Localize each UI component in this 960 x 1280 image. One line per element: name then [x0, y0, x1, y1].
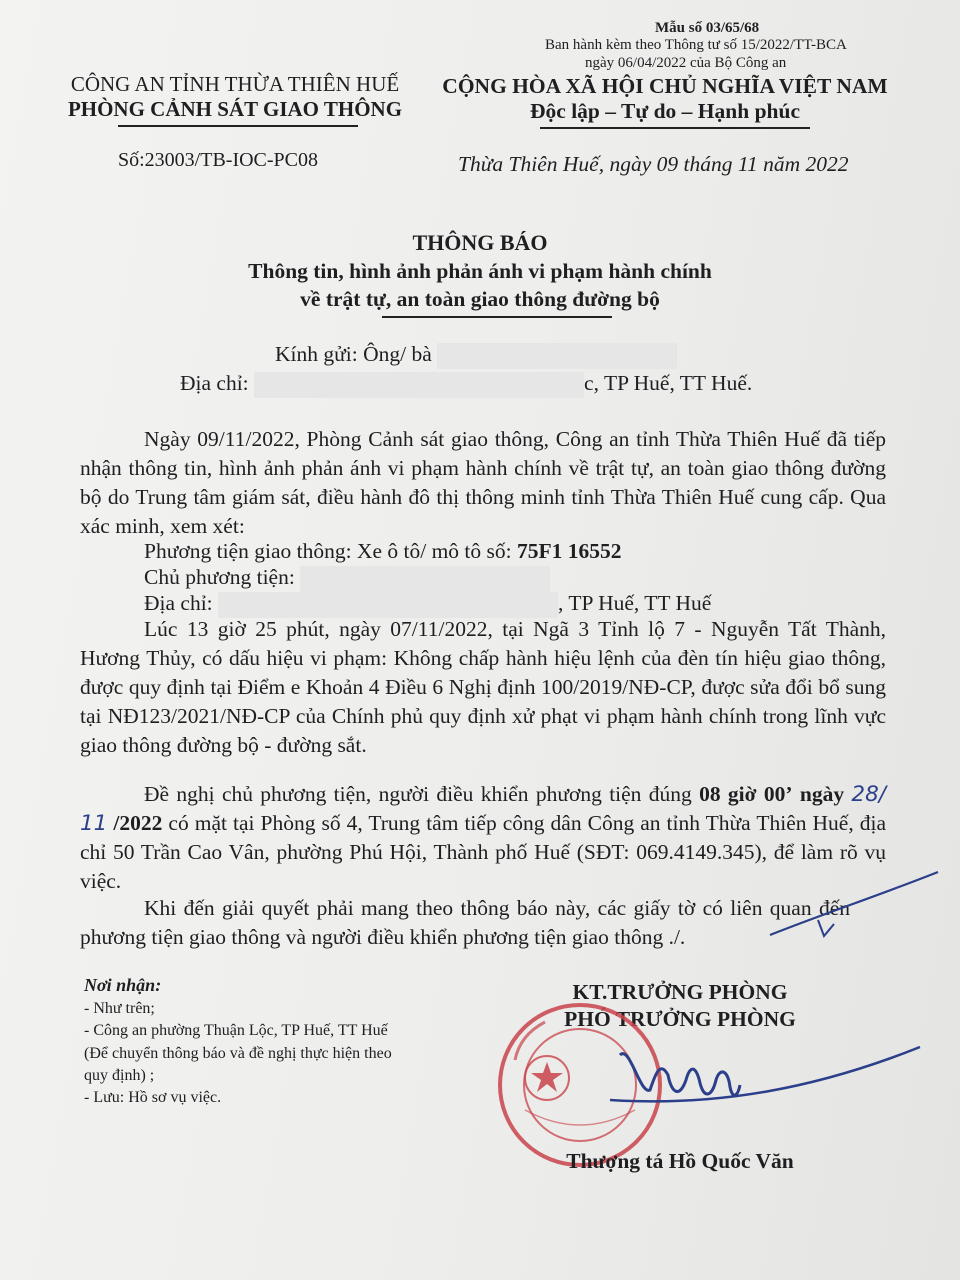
- notice-subtitle-2: về trật tự, an toàn giao thông đường bộ: [300, 287, 660, 311]
- recipient-greeting: Kính gửi: Ông/ bà: [275, 342, 432, 366]
- signer-name: Thượng tá Hồ Quốc Văn: [566, 1149, 794, 1173]
- place-date: Thừa Thiên Huế, ngày 09 tháng 11 năm 2022: [458, 152, 849, 176]
- issuer-department: PHÒNG CẢNH SÁT GIAO THÔNG: [67, 97, 403, 121]
- summons-day-handwritten: 28/ 11: [80, 782, 887, 836]
- issuer-underline: [118, 125, 358, 127]
- owner-address-line: [144, 589, 711, 618]
- vehicle-line: [144, 537, 622, 566]
- vehicle-plate: 75F1 16552: [517, 539, 622, 563]
- notice-subtitle-1: Thông tin, hình ảnh phản ánh vi phạm hành chính: [248, 259, 712, 283]
- summons-intro: Đề nghị chủ phương tiện, người điều khiển phương tiện đúng: [144, 782, 692, 806]
- summons-rest: có mặt tại Phòng số 4, Trung tâm tiếp công dân Công an tỉnh Thừa Thiên Huế, địa chỉ 50 Trần Cao Vân, phường Phú Hội, Thành phố Huế (SĐT: 069.4149.345), để làm rõ vụ việc.: [80, 811, 887, 893]
- national-motto: Độc lập – Tự do – Hạnh phúc: [530, 99, 800, 123]
- document-number: Số:23003/TB-IOC-PC08: [118, 149, 319, 171]
- owner-line: [144, 563, 550, 592]
- distribution-item: quy định) ;: [84, 1067, 155, 1084]
- paragraph-violation: Lúc 13 giờ 25 phút, ngày 07/11/2022, tại Ngã 3 Tỉnh lộ 7 - Nguyễn Tất Thành, Hương Thủy, có dấu hiệu vi phạm: Không chấp hành hiệu lệnh của đèn tín hiệu giao thông, được quy định tại Điểm e Khoản 4 Điều 6 Nghị định 100/2019/NĐ-CP, được sửa đổi bổ sung tại NĐ123/2021/NĐ-CP của Chính phủ quy định xử phạt vi phạm hành chính trong lĩnh vực giao thông đường bộ - đường sắt.: [80, 617, 886, 757]
- issuer-agency: CÔNG AN TỈNH THỪA THIÊN HUẾ: [70, 72, 400, 96]
- motto-underline: [540, 127, 810, 129]
- redacted-address: [254, 372, 584, 398]
- handwritten-signature: [600, 1035, 940, 1125]
- vehicle-label: Phương tiện giao thông: Xe ô tô/ mô tô số:: [144, 539, 512, 563]
- paragraph-received: Ngày 09/11/2022, Phòng Cảnh sát giao thông, Công an tỉnh Thừa Thiên Huế đã tiếp nhận thông tin, hình ảnh phản ánh vi phạm hành chính về trật tự, an toàn giao thông đường bộ do Trung tâm giám sát, điều hành đô thị thông minh tỉnh Thừa Thiên Huế cung cấp. Qua xác minh, xem xét:: [80, 427, 886, 538]
- owner-address-tail: , TP Huế, TT Huế: [558, 591, 712, 615]
- distribution-item: - Như trên;: [84, 1000, 155, 1017]
- pen-stroke-mark: [760, 860, 950, 950]
- distribution-item: - Công an phường Thuận Lộc, TP Huế, TT Huế: [84, 1022, 388, 1039]
- distribution-item: - Lưu: Hồ sơ vụ việc.: [84, 1089, 222, 1106]
- summons-year: /2022: [113, 811, 163, 835]
- summons-day-label: ngày: [799, 782, 845, 806]
- form-note-line2: ngày 06/04/2022 của Bộ Công an: [585, 55, 787, 71]
- form-note-line1: Ban hành kèm theo Thông tư số 15/2022/TT-BCA: [545, 37, 847, 53]
- paragraph-documents: Khi đến giải quyết phải mang theo thông báo này, các giấy tờ có liên quan đến phương tiện giao thông và người điều khiển phương tiện giao thông ./.: [80, 896, 850, 949]
- recipient-address-line: [180, 369, 752, 398]
- signature-role-2: PHÓ TRƯỞNG PHÒNG: [564, 1007, 796, 1031]
- title-underline: [382, 316, 612, 318]
- recipient-line: [275, 340, 677, 369]
- form-code: Mẫu số 03/65/68: [655, 20, 760, 36]
- signature-role-1: KT.TRƯỞNG PHÒNG: [572, 980, 788, 1004]
- owner-address-label: Địa chỉ:: [144, 591, 213, 615]
- owner-label: Chủ phương tiện:: [144, 565, 295, 589]
- summons-time: 08 giờ 00’: [699, 782, 793, 806]
- redacted-name: [437, 343, 677, 369]
- distribution-item: (Để chuyển thông báo và đề nghị thực hiện theo: [84, 1045, 392, 1062]
- recipient-address-label: Địa chỉ:: [180, 371, 249, 395]
- recipient-address-tail: c, TP Huế, TT Huế.: [584, 371, 753, 395]
- national-name: CỘNG HÒA XÃ HỘI CHỦ NGHĨA VIỆT NAM: [442, 74, 888, 98]
- notice-title: THÔNG BÁO: [412, 230, 548, 255]
- distribution-title: Nơi nhận:: [84, 975, 162, 995]
